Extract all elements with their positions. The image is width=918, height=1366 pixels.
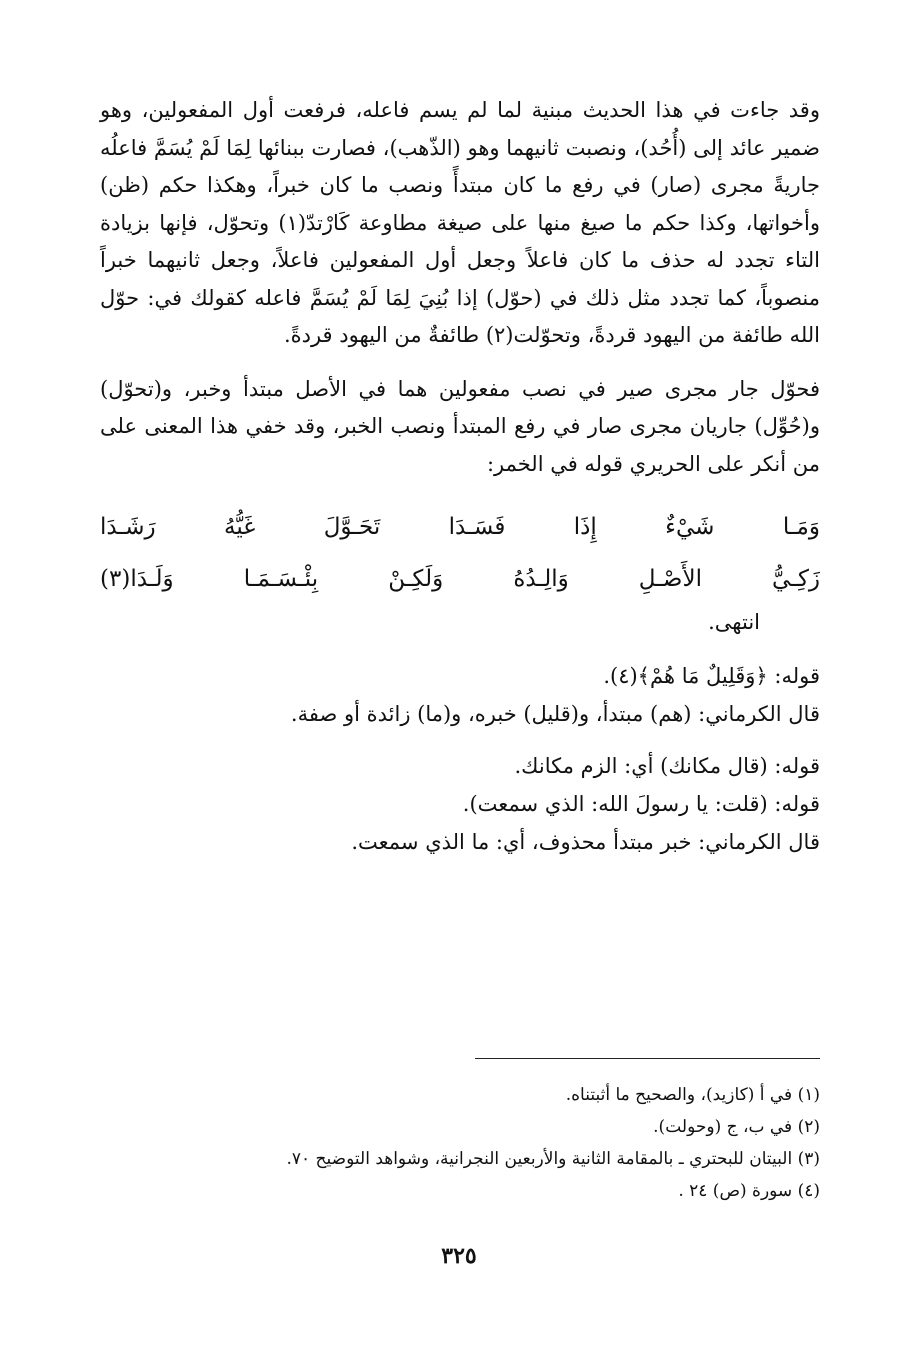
poetry-verse: [100, 501, 820, 605]
text-line: قال الكرماني: خبر مبتدأ محذوف، أي: ما الذي سمعت.: [351, 830, 820, 854]
text-line: قوله: ﴿وَقَلِيلٌ مَا هُمْ﴾(٤).: [603, 664, 820, 688]
verse-line: [100, 501, 820, 553]
verse-line: [100, 553, 820, 605]
verse-word: زَكِـيُّ: [772, 566, 820, 592]
verse-word: تَحَـوَّلَ: [323, 514, 381, 540]
verse-word: رَشَـدَا: [100, 514, 156, 540]
text-line: قوله: (قال مكانك) أي: الزم مكانك.: [514, 754, 820, 778]
verse-word: شَيْءٌ: [665, 514, 715, 540]
verse-word: بِئْـسَـمَـا: [243, 566, 319, 592]
footnote: (٢) في ب، ج (وحولت).: [653, 1117, 820, 1137]
text-line: قوله: (قلت: يا رسولَ الله: الذي سمعت).: [462, 792, 820, 816]
page-number: ٣٢٥: [441, 1243, 477, 1269]
page-body: [100, 92, 820, 861]
ending-note: انتهى.: [708, 610, 760, 634]
text-line: قال الكرماني: (هم) مبتدأ، و(قليل) خبره، و(ما) زائدة أو صفة.: [290, 702, 820, 726]
verse-word: الأَصْـلِ: [638, 566, 702, 592]
paragraph: فحوّل جار مجرى صير في نصب مفعولين هما في الأصل مبتدأ وخبر، و(تحوّل) و(حُوِّل) جاريان مجرى صار في رفع المبتدأ ونصب الخبر، وقد خفي هذا المعنى على من أنكر على الحريري قوله في الخمر:: [100, 376, 820, 476]
footnotes: [200, 1058, 820, 1207]
verse-word: فَسَـدَا: [448, 514, 506, 540]
verse-word: غَيُّهُ: [224, 514, 256, 540]
verse-word: وَلَـدَا(٣): [100, 566, 174, 592]
footnote-divider: [475, 1058, 820, 1059]
paragraph: وقد جاءت في هذا الحديث مبنية لما لم يسم فاعله، فرفعت أول المفعولين، وهو ضمير عائد إلى (أُحُد)، ونصبت ثانيهما وهو (الذّهب)، فصارت ببنائها لِمَا لَمْ يُسَمَّ فاعلُه جاريةً مجرى (صار) في رفع ما كان مبتدأً ونصب ما كان خبراً، وهكذا حكم (ظن) وأخواتها، وكذا حكم ما صيغ منها على صيغة مطاوعة كَارْتدّ(١) وتحوّل، فإنها بزيادة التاء تجدد له حذف ما كان فاعلاً وجعل أول المفعولين فاعلاً، وجعل ثانيهما خبراً منصوباً، كما تجدد مثل ذلك في (حوّل) إذا بُنِيَ لِمَا لَمْ يُسَمَّ فاعله كقولك في: حوّل الله طائفة من اليهود قردةً، وتحوّلت(٢) طائفةٌ من اليهود قردةً.: [100, 98, 820, 347]
verse-word: وَلَكِـنْ: [388, 566, 444, 592]
footnote: (٤) سورة (ص) ٢٤ .: [678, 1181, 820, 1201]
verse-word: إِذَا: [573, 514, 597, 540]
footnote: (١) في أ (كازيد)، والصحيح ما أثبتناه.: [565, 1085, 820, 1105]
verse-word: وَمَـا: [782, 514, 820, 540]
footnote: (٣) البيتان للبحتري ـ بالمقامة الثانية والأربعين النجرانية، وشواهد التوضيح ٧٠.: [286, 1149, 820, 1169]
verse-word: وَالِـدُهُ: [513, 566, 569, 592]
